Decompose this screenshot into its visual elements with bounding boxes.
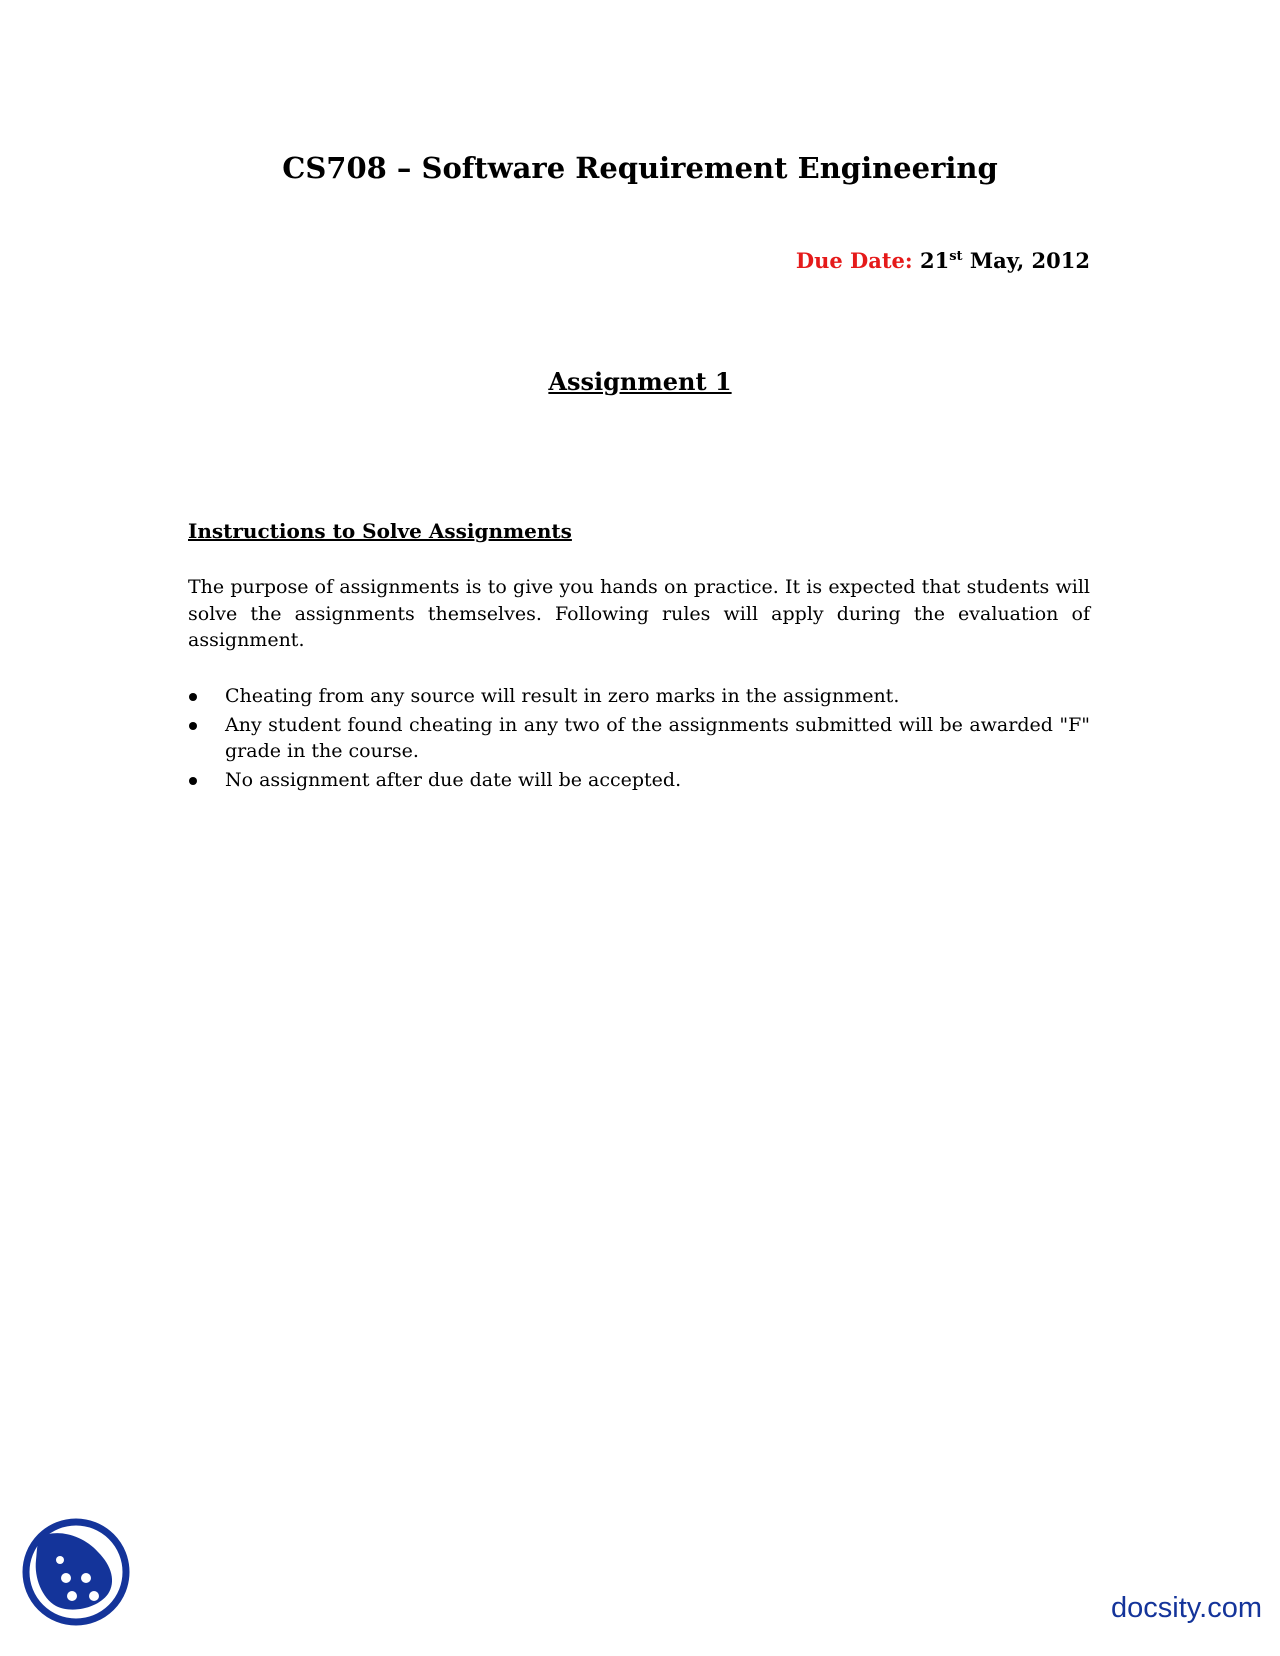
docsity-logo-icon[interactable] — [20, 1516, 132, 1628]
due-date-day-suffix: st — [949, 249, 963, 264]
rule-text: Cheating from any source will result in zero marks in the assignment. — [225, 685, 900, 707]
rule-item — [188, 712, 1090, 765]
rule-item — [188, 767, 1090, 794]
intro-paragraph: The purpose of assignments is to give you hands on practice. It is expected that students will solve the assignments themselves. Following rules will apply during the evaluation of assignment. — [188, 576, 1090, 651]
instructions-heading: Instructions to Solve Assignments — [188, 519, 572, 543]
rule-text: Any student found cheating in any two of the assignments submitted will be awarded "F" grade in the course. — [225, 713, 1090, 762]
bullet-icon — [189, 722, 197, 730]
due-date-label: Due Date: — [795, 248, 913, 273]
rule-item — [188, 683, 1090, 710]
rules-list — [188, 683, 1090, 795]
course-title: CS708 – Software Requirement Engineering — [282, 151, 998, 185]
due-date-line — [700, 247, 1090, 275]
due-date-month-year: May, 2012 — [969, 248, 1090, 273]
assignment-title: Assignment 1 — [548, 367, 732, 396]
brand-link[interactable]: docsity.com — [1111, 1592, 1262, 1624]
bullet-icon — [189, 693, 197, 701]
rule-text: No assignment after due date will be accepted. — [225, 768, 682, 791]
due-date-day: 21 — [920, 248, 950, 273]
bullet-icon — [189, 777, 197, 785]
